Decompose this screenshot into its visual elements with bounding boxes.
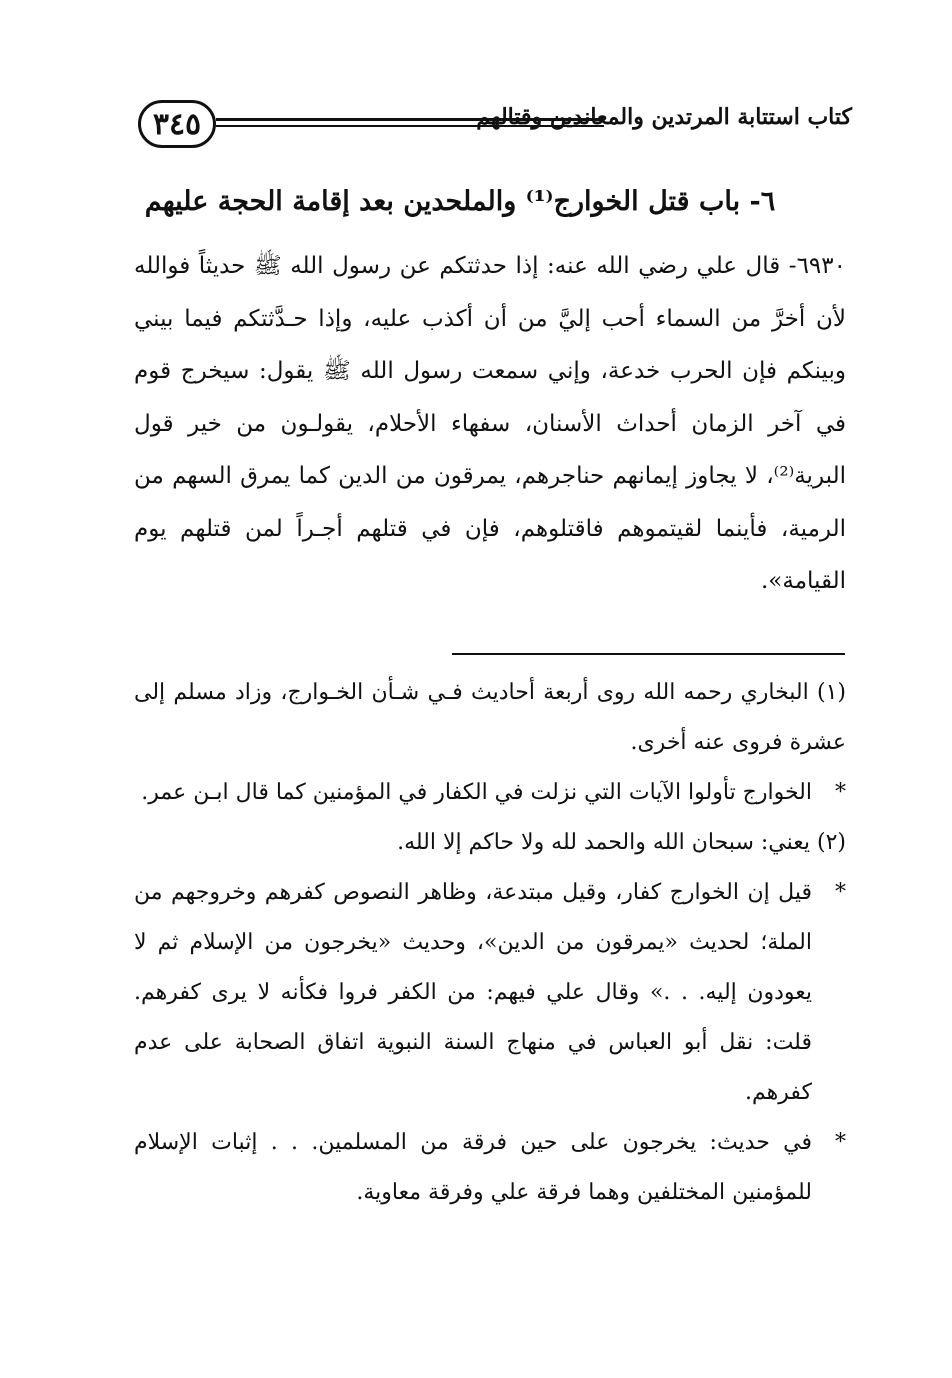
page-number: ٣٤٥	[138, 100, 216, 148]
footnote-note-1	[134, 768, 846, 818]
main-text	[134, 240, 846, 608]
footnote-1: (١) البخاري رحمه الله روى أربعة أحاديث فـي شـأن الخـوارج، وزاد مسلم إلى عشرة فروى عنه أخرى.	[134, 680, 846, 755]
chapter-title: ٦- باب قتل الخوارج⁽¹⁾ والملحدين بعد إقامة الحجة عليهم	[144, 186, 776, 217]
asterisk-icon: *	[835, 780, 846, 805]
book-title: كتاب استتابة المرتدين والمعاندين وقتالهم	[476, 104, 852, 130]
footnote-note-3-text: في حديث: يخرجون على حين فرقة من المسلمين. . . إثبات الإسلام للمؤمنين المختلفين وهما فرقة علي وفرقة معاوية.	[134, 1130, 812, 1205]
footnote-separator	[452, 653, 845, 655]
footnotes	[134, 668, 846, 1218]
footnote-note-3	[134, 1118, 846, 1218]
footnote-2: (٢) يعني: سبحان الله والحمد لله ولا حاكم إلا الله.	[397, 830, 846, 855]
asterisk-icon: *	[835, 1130, 846, 1155]
footnote-note-1-text: الخوارج تأولوا الآيات التي نزلت في الكفار في المؤمنين كما قال ابـن عمر.	[141, 780, 812, 805]
hadith-paragraph: ٦٩٣٠- قال علي رضي الله عنه: إذا حدثتكم عن رسول الله ﷺ حديثاً فوالله لأن أخرَّ من السماء أحب إليَّ من أن أكذب عليه، وإذا حـدَّثتكم فيما بيني وبينكم فإن الحرب خدعة، وإني سمعت رسول الله ﷺ يقول: سيخرج قوم في آخر الزمان أحداث الأسنان، سفهاء الأحلام، يقولـون من خير قول البرية⁽²⁾، لا يجاوز إيمانهم حناجرهم، يمرقون من الدين كما يمرق السهم من الرمية، فأينما لقيتموهم فاقتلوهم، فإن في قتلهم أجـراً لمن قتلهم يوم القيامة».	[134, 253, 846, 594]
footnote-note-2	[134, 868, 846, 1118]
page-header	[132, 96, 852, 158]
asterisk-icon: *	[835, 880, 846, 905]
footnote-note-2-text: قيل إن الخوارج كفار، وقيل مبتدعة، وظاهر النصوص كفرهم وخروجهم من الملة؛ لحديث «يمرقون من الدين»، وحديث «يخرجون من الإسلام ثم لا يعودون إليه. . .» وقال علي فيهم: من الكفر فروا فكأنه لا يرى كفرهم. قلت: نقل أبو العباس في منهاج السنة النبوية اتفاق الصحابة على عدم كفرهم.	[134, 880, 812, 1105]
